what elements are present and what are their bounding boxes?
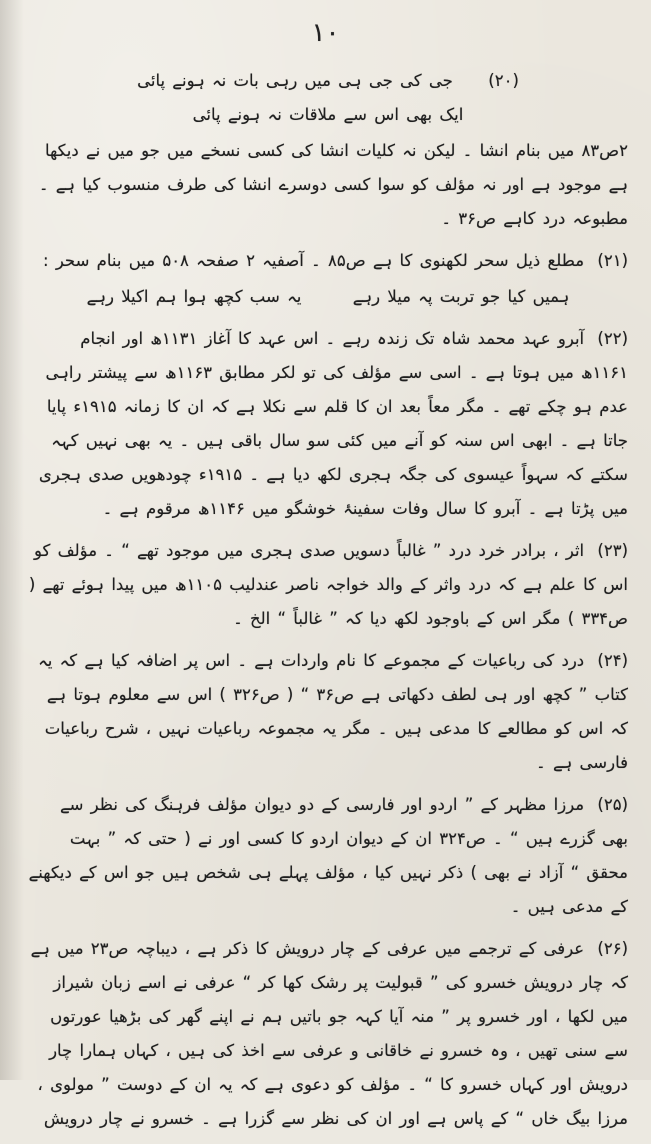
- verse-line: ایک بھی اس سے ملاقات نہ ہونے پائی: [192, 105, 464, 124]
- entry-20: [28, 64, 628, 236]
- entry-text: درد کی رباعیات کے مجموعے کا نام واردات ہے ۔ اس پر اضافہ کیا ہے کہ یہ کتاب ” کچھ اور ہی لطف دکھاتی ہے ص۳۶ “ ( ص۳۲۶ ) اس سے معلوم ہوتا ہے کہ اس کو مطالعے کا مدعی ہیں ۔ مگر یہ مجموعہ رباعیات نہیں ، شرح رباعیات فارسی ہے ۔: [38, 651, 628, 772]
- entry-24: [28, 644, 628, 780]
- entry-number: (۲۵): [597, 795, 628, 814]
- entry-25: [28, 788, 628, 924]
- entry-number: (۲۰): [488, 71, 519, 90]
- entry-22: [28, 322, 628, 526]
- verse-line: یہ سب کچھ ہوا ہم اکیلا رہے: [86, 287, 302, 306]
- page-body: [28, 62, 628, 1144]
- entry-text: آبرو عہد محمد شاہ تک زندہ رہے ۔ اس عہد کا آغاز ۱۱۳۱ھ اور انجام ۱۱۶۱ھ میں ہوتا ہے ۔ اسی سے مؤلف کی تو لکر مطابق ۱۱۶۳ھ سے پیشتر راہی عدم ہو چکے تھے ۔ مگر معاً بعد ان کا قلم سے نکلا ہے کہ ان کا زمانہ ۱۹۱۵ء پایا جاتا ہے ۔ ابھی اس سنہ کو آنے میں کئی سو سال باقی ہیں ۔ یہ بھی نہیں کہہ سکتے کہ سہواً عیسوی کی جگہ ہجری لکھ دیا ہے ۔ ۱۹۱۵ء چودھویں صدی ہجری میں پڑتا ہے ۔ آبرو کا سال وفات سفینۂ خوشگو میں ۱۱۴۶ھ مرقوم ہے ۔: [38, 329, 628, 518]
- entry-number: (۲۳): [597, 541, 628, 560]
- verse-line: جی کی جی ہی میں رہی بات نہ ہونے پائی: [137, 71, 453, 90]
- entry-text: مطلع ذیل سحر لکھنوی کا ہے ص۸۵ ۔ آصفیہ ۲ صفحہ ۵۰۸ میں بنام سحر :: [43, 251, 585, 270]
- entry-23: [28, 534, 628, 636]
- entry-text: ۲ص۸۳ میں بنام انشا ۔ لیکن نہ کلیات انشا کی کسی نسخے میں جو میں نے دیکھا ہے موجود ہے اور نہ مؤلف کو سوا کسی دوسرے انشا کی طرف منسوب کیا ہے ۔ مطبوعہ درد کاہے ص۳۶ ۔: [38, 141, 628, 228]
- entry-number: (۲۱): [597, 251, 628, 270]
- verse-couplet: [28, 280, 628, 314]
- entry-text: مرزا مظہر کے ” اردو اور فارسی کے دو دیوان مؤلف فرہنگ کی نظر سے بھی گزرے ہیں “ ۔ ص۳۲۴ ان کے دیوان اردو کا کسی اور نے ( حتی کہ ” بہت محقق “ آزاد نے بھی ) ذکر نہیں کیا ، مؤلف پہلے ہی شخص ہیں جو اس کے دیکھنے کے مدعی ہیں ۔: [28, 795, 628, 916]
- entry-number: (۲۲): [597, 329, 628, 348]
- page-edge-shadow: [0, 0, 24, 1080]
- entry-number: (۲۴): [597, 651, 628, 670]
- entry-text: عرفی کے ترجمے میں عرفی کے چار درویش کا ذکر ہے ، دیباچہ ص۲۳ میں ہے کہ چار درویش خسرو کی ” قبولیت پر رشک کھا کر “ عرفی نے اسے زبان شیراز میں لکھا ، اور خسرو پر ” منہ آیا کہہ جو باتیں ہم نے اپنے گھر کی بڑھیا عورتوں سے سنی تھیں ، وہ خسرو نے خاقانی و عرفی سے اخذ کی ہیں ، کہاں ہمارا چار درویش اور کہاں خسرو کا “ ۔ مؤلف کو دعوی ہے کہ یہ ان کے دوست ” مولوی ، مرزا بیگ خاں “ کے پاس ہے اور ان کی نظر سے گزرا ہے ۔ خسرو نے چار درویش: [30, 939, 628, 1128]
- verse-couplet: [28, 64, 628, 132]
- entry-21: [28, 244, 628, 314]
- entry-number: (۲۶): [597, 939, 628, 958]
- entry-text: اثر ، برادر خرد درد ” غالباً دسویں صدی ہجری میں موجود تھے “ ۔ مؤلف کو اس کا علم ہے کہ درد واثر کے والد خواجہ ناصر عندلیب ۱۱۰۵ھ میں پیدا ہوئے تھے ( ص۳۳۴ ) مگر اس کے باوجود لکھ دیا کہ ” غالباً “ الخ ۔: [28, 541, 628, 628]
- entry-26: [28, 932, 628, 1136]
- page-number: ۱۰: [311, 18, 340, 48]
- verse-line: ہمیں کیا جو تربت پہ میلا رہے: [352, 287, 570, 306]
